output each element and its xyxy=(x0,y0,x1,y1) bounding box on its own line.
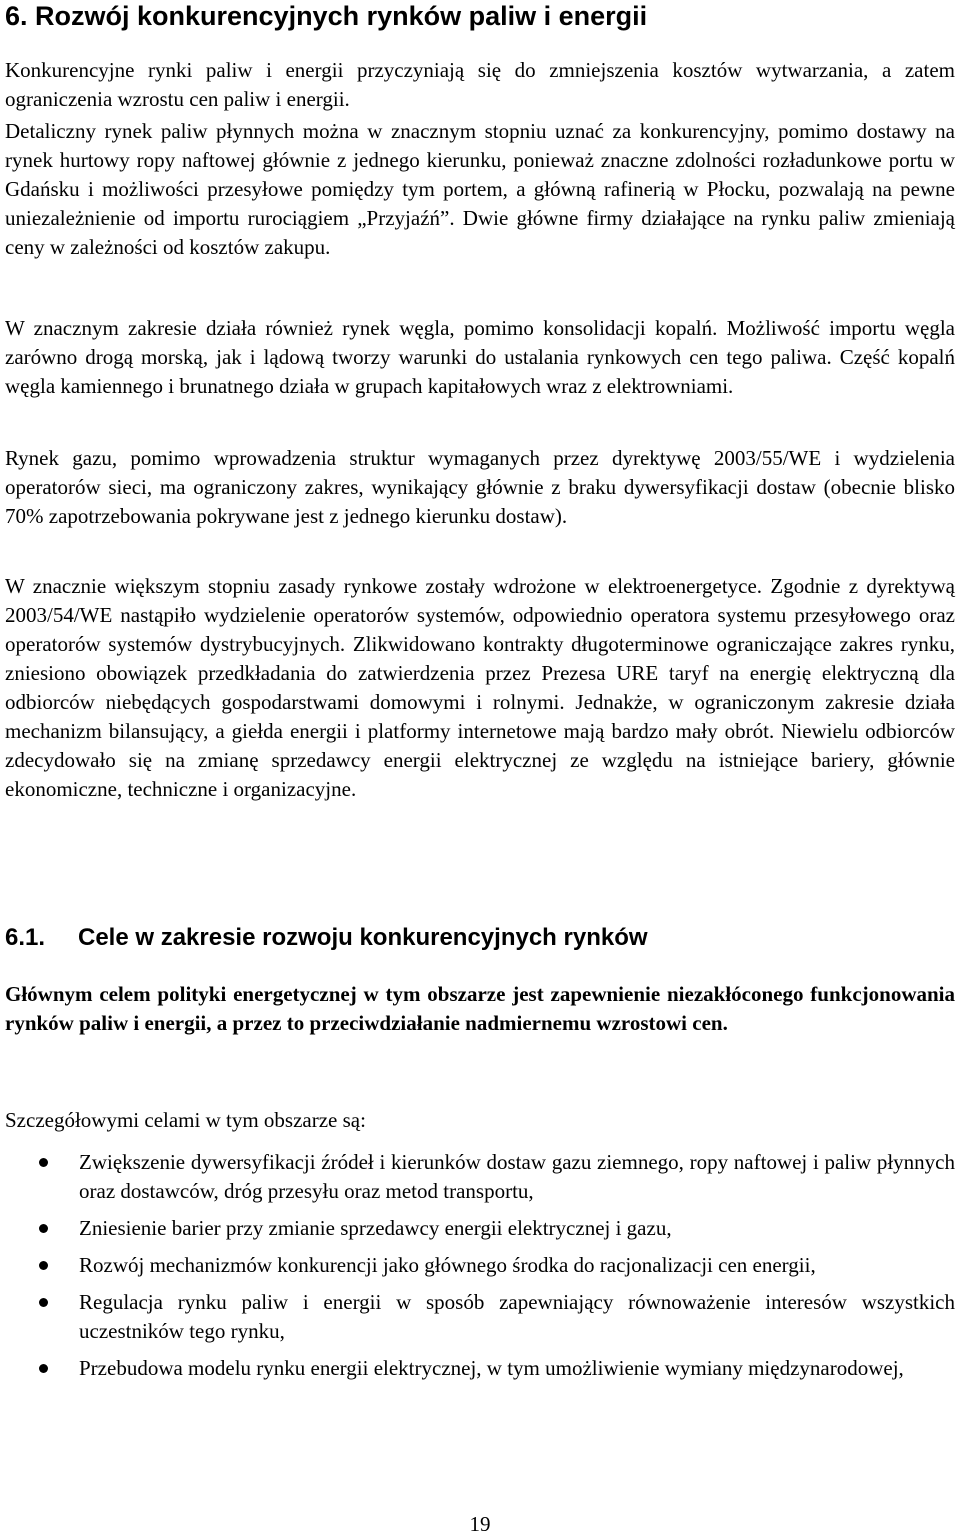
list-item-text: Zniesienie barier przy zmianie sprzedawcy energii elektrycznej i gazu, xyxy=(79,1216,672,1240)
list-item-text: Przebudowa modelu rynku energii elektrycznej, w tym umożliwienie wymiany międzynarodowej, xyxy=(79,1356,904,1380)
bullet-icon xyxy=(39,1261,48,1270)
bullet-icon xyxy=(39,1158,48,1167)
list-item-text: Zwiększenie dywersyfikacji źródeł i kierunków dostaw gazu ziemnego, ropy naftowej i paliw płynnych oraz dostawców, dróg przesyłu oraz metod transportu, xyxy=(79,1150,955,1203)
page-number: 19 xyxy=(469,1512,491,1536)
list-item xyxy=(0,1354,960,1383)
subsection-heading xyxy=(5,922,648,954)
paragraph-liquid-fuels: Detaliczny rynek paliw płynnych można w znacznym stopniu uznać za konkurencyjny, pomimo dostawy na rynek hurtowy ropy naftowej głównie z jednego kierunku, ponieważ znaczne zdolności rozładunkowe portu w Gdańsku i możliwości przesyłowe pomiędzy tym portem, a główną rafinerią w Płocku, pozwalają na pewne uniezależnienie od importu rurociągiem „Przyjaźń”. Dwie główne firmy działające na rynku paliw zmieniają ceny w zależności od kosztów zakupu. xyxy=(5,119,955,259)
main-goal-paragraph: Głównym celem polityki energetycznej w tym obszarze jest zapewnienie niezakłóconego funkcjonowania rynków paliw i energii, a przez to przeciwdziałanie nadmiernemu wzrostowi cen. xyxy=(5,982,955,1035)
goals-list xyxy=(0,1148,960,1383)
bullet-icon xyxy=(39,1224,48,1233)
bullet-icon xyxy=(39,1298,48,1307)
paragraph-gas: Rynek gazu, pomimo wprowadzenia struktur wymaganych przez dyrektywę 2003/55/WE i wydzielenia operatorów sieci, ma ograniczony zakres, wynikający głównie z braku dywersyfikacji dostaw (obecnie blisko 70% zapotrzebowania pokrywane jest z jednego kierunku dostaw). xyxy=(5,446,955,528)
paragraph-electricity: W znacznie większym stopniu zasady rynkowe zostały wdrożone w elektroenergetyce. Zgodnie z dyrektywą 2003/54/WE nastąpiło wydzielenie operatorów systemów, odpowiednio operatora systemu przesyłowego oraz operatorów systemów dystrybucyjnych. Zlikwidowano kontrakty długoterminowe ograniczające zakres rynku, zniesiono obowiązek przedkładania do zatwierdzenia przez Prezesa URE taryf na energię elektryczną dla odbiorców niebędących gospodarstwami domowymi i rolnymi. Jednakże, w ograniczonym zakresie działa mechanizm bilansujący, a giełda energii i platformy internetowe mają bardzo mały obrót. Niewielu odbiorców zdecydowało się na zmianę sprzedawcy energii elektrycznej ze względu na istniejące bariery, głównie ekonomiczne, techniczne i organizacyjne. xyxy=(5,574,955,801)
subsection-number: 6.1. xyxy=(5,924,46,951)
list-item-text: Regulacja rynku paliw i energii w sposób zapewniający równoważenie interesów wszystkich uczestników tego rynku, xyxy=(79,1290,955,1343)
list-item xyxy=(0,1251,960,1280)
list-item xyxy=(0,1148,960,1206)
paragraph-intro: Konkurencyjne rynki paliw i energii przyczyniają się do zmniejszenia kosztów wytwarzania, a zatem ograniczenia wzrostu cen paliw i energii. xyxy=(5,58,955,111)
list-item xyxy=(0,1288,960,1346)
list-item xyxy=(0,1214,960,1243)
bullet-icon xyxy=(39,1364,48,1373)
paragraph-coal: W znacznym zakresie działa również rynek węgla, pomimo konsolidacji kopalń. Możliwość importu węgla zarówno drogą morską, jak i lądową tworzy warunki do ustalania rynkowych cen tego paliwa. Część kopalń węgla kamiennego i brunatnego działa w grupach kapitałowych wraz z elektrowniami. xyxy=(5,316,955,398)
section-heading: 6. Rozwój konkurencyjnych rynków paliw i energii xyxy=(5,1,648,31)
list-item-text: Rozwój mechanizmów konkurencji jako głównego środka do racjonalizacji cen energii, xyxy=(79,1253,816,1277)
detailed-goals-intro: Szczegółowymi celami w tym obszarze są: xyxy=(5,1108,366,1132)
subsection-title: Cele w zakresie rozwoju konkurencyjnych rynków xyxy=(78,924,648,951)
